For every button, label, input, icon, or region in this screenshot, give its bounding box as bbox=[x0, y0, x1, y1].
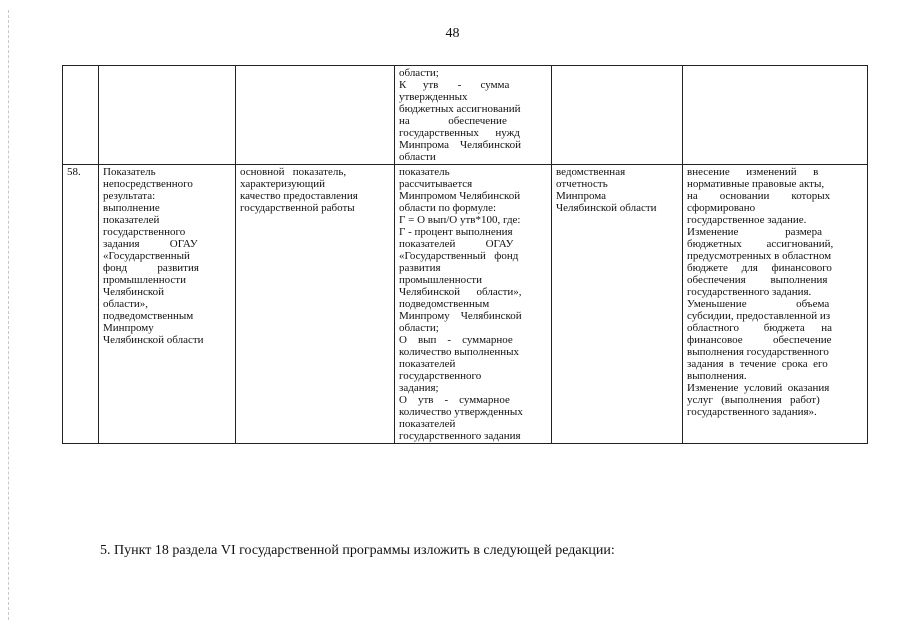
cell-text-line: выполнение bbox=[103, 202, 160, 214]
cell-indicator-name bbox=[99, 66, 236, 165]
amendment-paragraph: 5. Пункт 18 раздела VI государственной программы изложить в следующей редакции: bbox=[100, 543, 615, 558]
cell-calculation bbox=[395, 165, 552, 444]
cell-text-line: задания в течение срока его bbox=[687, 358, 828, 370]
cell-text-line: показателей bbox=[399, 418, 456, 430]
cell-change-conditions bbox=[683, 165, 868, 444]
cell-calculation bbox=[395, 66, 552, 165]
cell-text-line: области; bbox=[399, 67, 439, 79]
cell-text-line: основной показатель, bbox=[240, 166, 347, 178]
cell-text-line: Изменение условий оказания bbox=[687, 382, 830, 394]
cell-text-line: Г - процент выполнения bbox=[399, 226, 513, 238]
cell-text-line: государственного задания». bbox=[687, 406, 817, 418]
cell-text-line: государственных нужд bbox=[399, 127, 520, 139]
cell-indicator-type bbox=[236, 165, 395, 444]
cell-data-source bbox=[552, 165, 683, 444]
cell-text-line: фонд развития bbox=[103, 262, 199, 274]
cell-text-line: области; bbox=[399, 322, 439, 334]
cell-text-line: финансовое обеспечение bbox=[687, 334, 832, 346]
cell-text-line: Челябинской bbox=[103, 286, 165, 298]
cell-text-line: «Государственный bbox=[103, 250, 190, 262]
page-number: 48 bbox=[445, 26, 460, 41]
cell-text-line: Минпрома bbox=[556, 190, 606, 202]
cell-number bbox=[63, 66, 99, 165]
cell-text-line: выполнения. bbox=[687, 370, 747, 382]
cell-text-line: непосредственного bbox=[103, 178, 193, 190]
cell-text-line: ведомственная bbox=[556, 166, 626, 178]
cell-text-line: субсидии, предоставленной из bbox=[687, 310, 831, 322]
cell-text-line: бюджете для финансового bbox=[687, 262, 832, 274]
cell-text-line: Минпрому Челябинской bbox=[399, 310, 522, 322]
cell-text-line: О вып - суммарное bbox=[399, 334, 513, 346]
margin-line bbox=[8, 10, 9, 620]
cell-text-line: количество выполненных bbox=[399, 346, 520, 358]
cell-text-line: О утв - суммарное bbox=[399, 394, 510, 406]
cell-indicator-name bbox=[99, 165, 236, 444]
cell-text-line: бюджетных ассигнований bbox=[399, 103, 521, 115]
indicators-table bbox=[62, 65, 868, 444]
cell-text-line: показатель bbox=[399, 166, 450, 178]
cell-text-line: на обеспечение bbox=[399, 115, 507, 127]
cell-text-line: области», bbox=[103, 298, 149, 310]
cell-text-line: подведомственным bbox=[103, 310, 194, 322]
cell-text-line: государственного задания bbox=[399, 430, 521, 442]
cell-text-line: обеспечения выполнения bbox=[687, 274, 828, 286]
cell-text-line: Челябинской области bbox=[103, 334, 204, 346]
cell-text-line: предусмотренных в областном bbox=[687, 250, 832, 262]
cell-text-line: Г = О вып/О утв*100, где: bbox=[399, 214, 521, 226]
cell-text-line: отчетность bbox=[556, 178, 608, 190]
cell-text-line: государственного bbox=[399, 370, 482, 382]
cell-text-line: количество утвержденных bbox=[399, 406, 523, 418]
cell-text-line: промышленности bbox=[103, 274, 186, 286]
cell-text-line: внесение изменений в bbox=[687, 166, 819, 178]
cell-text-line: услуг (выполнения работ) bbox=[687, 394, 820, 406]
cell-text-line: на основании которых bbox=[687, 190, 831, 202]
cell-text-line: рассчитывается bbox=[399, 178, 473, 190]
cell-text-line: Челябинской области bbox=[556, 202, 657, 214]
cell-change-conditions bbox=[683, 66, 868, 165]
cell-text-line: области bbox=[399, 151, 436, 163]
cell-text-line: сформировано bbox=[687, 202, 756, 214]
cell-text-line: Уменьшение объема bbox=[687, 298, 830, 310]
cell-text-line: выполнения государственного bbox=[687, 346, 829, 358]
cell-text-line: результата: bbox=[103, 190, 156, 202]
cell-text-line: Изменение размера bbox=[687, 226, 822, 238]
cell-text-line: показателей ОГАУ bbox=[399, 238, 514, 250]
cell-text-line: промышленности bbox=[399, 274, 482, 286]
cell-text-line: государственного задания. bbox=[687, 286, 812, 298]
table-row-58 bbox=[63, 165, 868, 444]
cell-text-line: государственной работы bbox=[240, 202, 355, 214]
cell-number: 58. bbox=[63, 165, 99, 444]
cell-text-line: задания; bbox=[399, 382, 439, 394]
cell-text-line: нормативные правовые акты, bbox=[687, 178, 825, 190]
cell-text-line: Минпрома Челябинской bbox=[399, 139, 522, 151]
cell-text-line: области по формуле: bbox=[399, 202, 497, 214]
cell-text-line: Показатель bbox=[103, 166, 156, 178]
cell-text-line: качество предоставления bbox=[240, 190, 358, 202]
cell-text-line: характеризующий bbox=[240, 178, 325, 190]
cell-text-line: государственного bbox=[103, 226, 186, 238]
cell-text-line: Челябинской области», bbox=[399, 286, 522, 298]
cell-text-line: областного бюджета на bbox=[687, 322, 833, 334]
cell-text-line: «Государственный фонд bbox=[399, 250, 519, 262]
table-row-continuation bbox=[63, 66, 868, 165]
cell-text-line: бюджетных ассигнований, bbox=[687, 238, 834, 250]
cell-text-line: Минпромом Челябинской bbox=[399, 190, 521, 202]
cell-text-line: Минпрому bbox=[103, 322, 154, 334]
cell-text-line: подведомственным bbox=[399, 298, 490, 310]
cell-text-line: показателей bbox=[399, 358, 456, 370]
cell-text-line: задания ОГАУ bbox=[103, 238, 198, 250]
cell-text-line: развития bbox=[399, 262, 441, 274]
cell-data-source bbox=[552, 66, 683, 165]
cell-text-line: К утв - сумма bbox=[399, 79, 510, 91]
cell-indicator-type bbox=[236, 66, 395, 165]
cell-text-line: утвержденных bbox=[399, 91, 468, 103]
cell-text-line: показателей bbox=[103, 214, 160, 226]
cell-text-line: государственное задание. bbox=[687, 214, 807, 226]
